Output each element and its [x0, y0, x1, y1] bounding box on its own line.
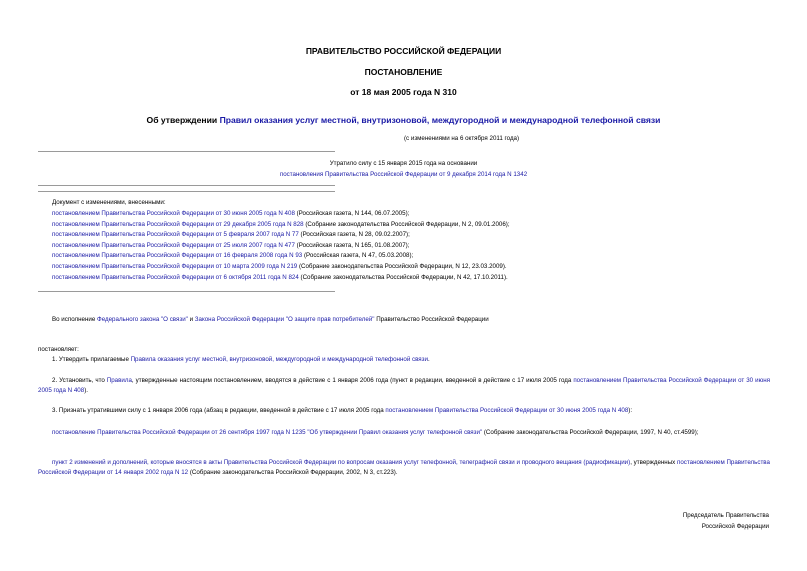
date-number-heading: от 18 мая 2005 года N 310 — [350, 87, 457, 97]
repealed-item-2 — [38, 458, 770, 479]
expiry-note: Утратило силу с 15 января 2015 года на основании — [329, 160, 478, 167]
amendment-link[interactable]: постановлением Правительства Российской Федерации от 6 октября 2011 года N 824 — [52, 273, 299, 281]
amendment-link[interactable]: постановлением Правительства Российской Федерации от 10 марта 2009 года N 219 — [52, 262, 298, 270]
amendment-source: (Российская газета, N 144, 06.07.2005); — [294, 210, 410, 217]
resolution-12-link[interactable]: постановлением Правительства Российской Федерации от 14 января 2002 года N 12 — [38, 459, 770, 477]
amendment-source: (Российская газета, N 47, 05.03.2008); — [302, 252, 414, 260]
repealed-item-1 — [38, 428, 770, 438]
federal-law-link[interactable]: Федерального закона "О связи" — [97, 316, 188, 323]
point-2-end: ). — [84, 387, 88, 395]
amendment-408-link[interactable]: постановлением Правительства Российской Федерации от 30 июня 2005 года N 408 — [38, 377, 770, 395]
paragraph-2-changes-link[interactable]: пункт 2 изменений и дополнений, которые вносятся в акты Правительства Российской Федерации по вопросам оказания услуг телефонной, телеграфной связи и проводного вещания (радиофикации) — [52, 459, 631, 466]
amendment-item — [52, 273, 510, 284]
resolution-1235-link[interactable]: постановление Правительства Российской Федерации от 26 сентября 1997 года N 1235 "Об утверждении Правил оказания услуг телефонной связи" — [52, 429, 483, 436]
repealed-item-2-source: (Собрание законодательства Российской Федерации, 2002, N 3, ст.223). — [188, 469, 398, 477]
point-2-text: 2. Установить, что — [52, 377, 107, 384]
amendment-source: (Собрание законодательства Российской Федерации, N 12, 23.03.2009). — [297, 262, 507, 270]
signature-position: Председатель Правительства — [682, 512, 769, 519]
point-1-text: 1. Утвердить прилагаемые — [52, 356, 131, 363]
resolves-label: постановляет: — [38, 346, 79, 353]
amendment-item — [52, 230, 510, 241]
divider-line — [38, 151, 335, 152]
rules-link[interactable]: Правила оказания услуг местной, внутризоновой, междугородной и международной телефонной связи — [130, 356, 428, 363]
title-prefix: Об утверждении — [146, 115, 218, 125]
amendment-link[interactable]: постановлением Правительства Российской Федерации от 29 декабря 2005 года N 828 — [52, 220, 304, 228]
consumer-law-link[interactable]: Закона Российской Федерации "О защите прав потребителей" — [194, 316, 375, 323]
intro-suffix: Правительство Российской Федерации — [374, 316, 489, 323]
point-3 — [52, 406, 632, 417]
amendment-link[interactable]: постановлением Правительства Российской Федерации от 16 февраля 2008 года N 93 — [52, 252, 303, 260]
amendment-408-link[interactable]: постановлением Правительства Российской Федерации от 30 июня 2005 года N 408 — [385, 407, 629, 414]
point-1-end: . — [427, 356, 430, 363]
point-2-text-mid: , утвержденные настоящим постановлением, вводятся в действие с 1 января 2006 года (пункт в редакции, введенной в действие с 17 июля 2005 года — [131, 377, 574, 384]
amendment-source: (Российская газета, N 28, 09.02.2007); — [298, 231, 410, 239]
amendment-link[interactable]: постановлением Правительства Российской Федерации от 5 февраля 2007 года N 77 — [52, 231, 299, 239]
document-title — [0, 115, 807, 125]
divider-line — [38, 185, 335, 186]
amendment-note: (с изменениями на 6 октября 2011 года) — [404, 135, 520, 142]
intro-prefix: Во исполнение — [52, 316, 97, 323]
point-3-end: ): — [628, 407, 633, 414]
amendment-item — [52, 220, 510, 231]
amendment-link[interactable]: постановлением Правительства Российской Федерации от 25 июля 2007 года N 477 — [52, 241, 295, 249]
amendment-link[interactable]: постановлением Правительства Российской Федерации от 30 июня 2005 года N 408 — [52, 210, 295, 217]
amendment-item — [52, 241, 510, 252]
org-heading: ПРАВИТЕЛЬСТВО РОССИЙСКОЙ ФЕДЕРАЦИИ — [305, 46, 502, 56]
amendment-item — [52, 262, 510, 273]
point-1 — [52, 355, 430, 366]
signature-org: Российской Федерации — [701, 522, 769, 530]
amendment-item — [52, 209, 510, 220]
divider-line — [38, 191, 335, 192]
amendment-item — [52, 251, 510, 262]
amendment-source: (Собрание законодательства Российской Федерации, N 42, 17.10.2011). — [298, 273, 508, 281]
amendments-heading: Документ с изменениями, внесенными: — [52, 199, 166, 206]
rules-link[interactable]: Правила — [106, 377, 132, 384]
title-rules-link[interactable]: Правил оказания услуг местной, внутризоновой, междугородной и международной телефонной связи — [219, 115, 661, 125]
signature-block — [683, 511, 769, 532]
divider-line — [38, 291, 335, 292]
amendment-source: (Российская газета, N 165, 01.08.2007); — [294, 241, 410, 249]
intro-mid: и — [187, 316, 195, 323]
repealed-item-1-source: (Собрание законодательства Российской Федерации, 1997, N 40, ст.4599); — [482, 429, 699, 436]
point-2 — [38, 376, 770, 397]
intro-paragraph — [52, 315, 489, 326]
amendments-list — [52, 209, 510, 283]
doc-type-heading: ПОСТАНОВЛЕНИЕ — [364, 67, 443, 77]
expiry-link[interactable]: постановления Правительства Российской Федерации от 9 декабря 2014 года N 1342 — [279, 171, 528, 178]
amendment-source: (Собрание законодательства Российской Федерации, N 2, 09.01.2006); — [303, 220, 510, 228]
repealed-item-2-mid: , утвержденных — [630, 459, 678, 466]
point-3-text: 3. Признать утратившими силу с 1 января 2006 года (абзац в редакции, введенной в действие с 17 июля 2005 года — [52, 407, 386, 414]
